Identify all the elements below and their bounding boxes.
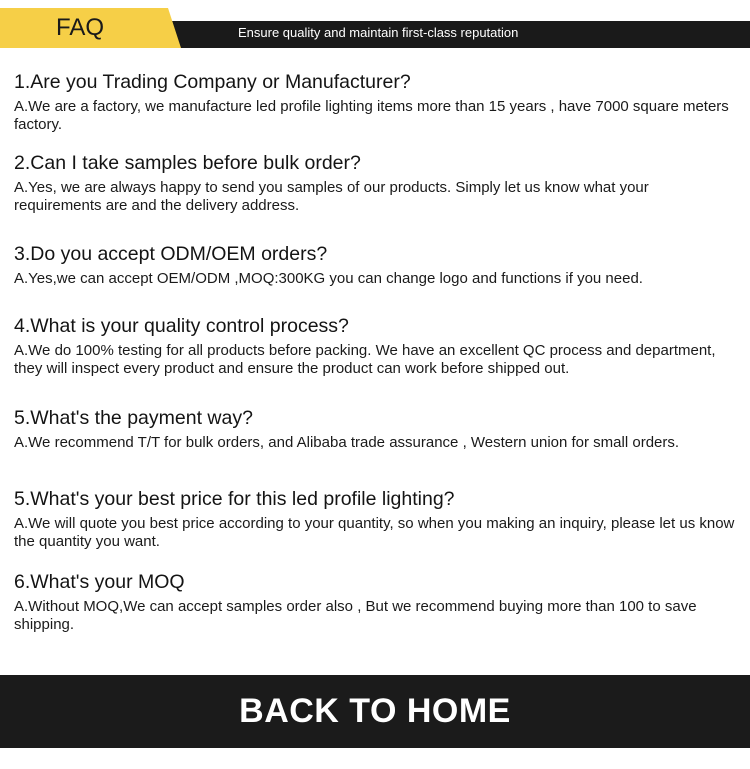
faq-item	[14, 242, 740, 288]
faq-item	[14, 151, 740, 215]
faq-question: 3.Do you accept ODM/OEM orders?	[14, 243, 328, 265]
faq-item	[14, 406, 740, 452]
back-to-home-button[interactable]	[0, 675, 750, 748]
faq-header	[0, 8, 750, 48]
faq-title: FAQ	[55, 14, 104, 41]
faq-question: 1.Are you Trading Company or Manufacturer?	[14, 71, 411, 93]
faq-answer: A.We do 100% testing for all products before packing. We have an excellent QC process and department, they will inspect every product and ensure the product can work before shipped out.	[14, 342, 716, 377]
faq-item	[14, 570, 740, 634]
faq-answer: A.Yes, we are always happy to send you samples of our products. Simply let us know what your requirements are and the delivery address.	[14, 179, 649, 214]
faq-question: 6.What's your MOQ	[14, 571, 185, 593]
faq-question: 4.What is your quality control process?	[14, 315, 349, 337]
faq-answer: A.Without MOQ,We can accept samples order also , But we recommend buying more than 100 to save shipping.	[14, 598, 697, 633]
faq-item	[14, 70, 740, 134]
header-tagline: Ensure quality and maintain first-class reputation	[238, 25, 519, 40]
faq-item	[14, 314, 740, 378]
faq-question: 5.What's the payment way?	[14, 407, 253, 429]
back-to-home-label: BACK TO HOME	[239, 692, 511, 730]
faq-answer: A.We are a factory, we manufacture led profile lighting items more than 15 years , have 7000 square meters factory.	[14, 98, 729, 133]
faq-question: 5.What's your best price for this led profile lighting?	[14, 488, 455, 510]
faq-answer: A.We recommend T/T for bulk orders, and Alibaba trade assurance , Western union for small orders.	[14, 434, 680, 451]
faq-answer: A.Yes,we can accept OEM/ODM ,MOQ:300KG you can change logo and functions if you need.	[14, 270, 643, 287]
faq-question: 2.Can I take samples before bulk order?	[14, 152, 361, 174]
faq-item	[14, 487, 740, 551]
faq-answer: A.We will quote you best price according to your quantity, so when you making an inquiry, please let us know the quantity you want.	[14, 515, 735, 550]
